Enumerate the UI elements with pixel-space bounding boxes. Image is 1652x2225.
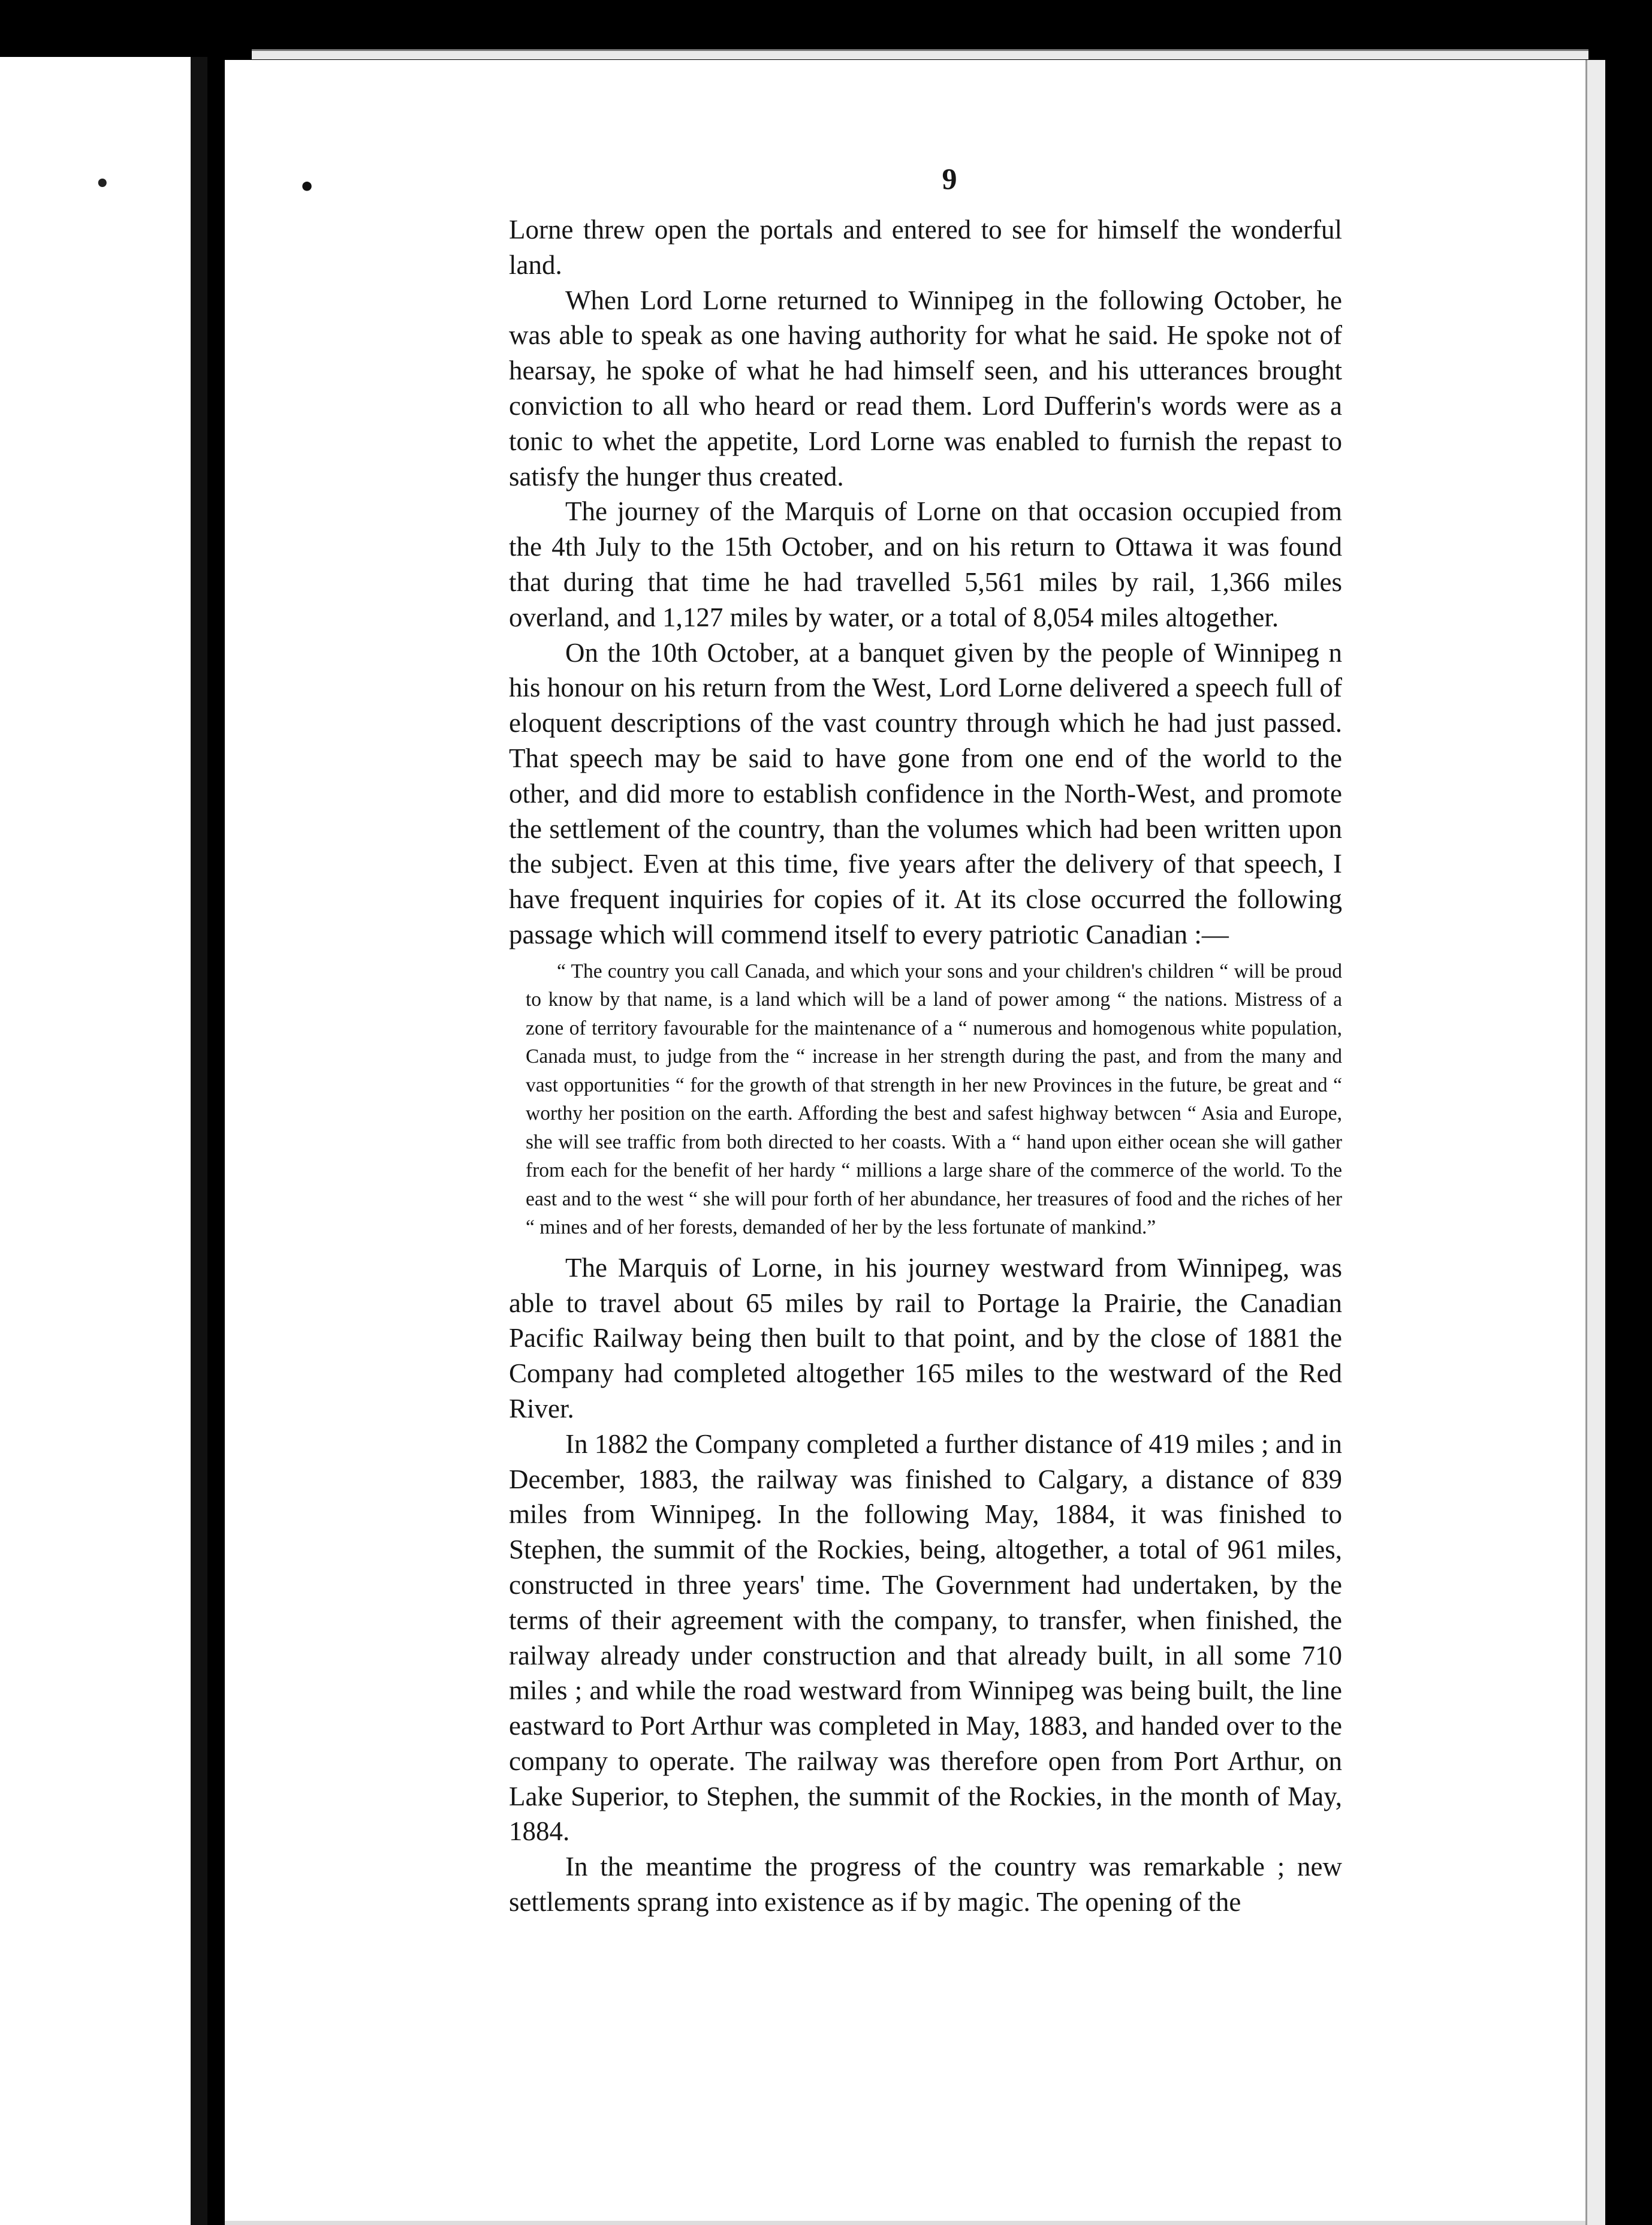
page-gutter [191, 57, 207, 2225]
paragraph-continuation: Lorne threw open the portals and entered to see for himself the wonderful land. [509, 215, 1342, 280]
paragraph-lorne-return: When Lord Lorne returned to Winnipeg in the following October, he was able to speak as one having authority for what he said. He spoke not of hearsay, he spoke of what he had himself seen, and his utterances brought conviction to all who heard or read them. Lord Dufferin's words were as a tonic to whet the appetite, Lord Lorne was enabled to furnish the repast to satisfy the hunger thus created. [509, 285, 1342, 492]
ink-speck: • [95, 170, 110, 198]
paragraph-progress: In the meantime the progress of the country was remarkable ; new settlements sprang into existence as if by magic. The opening of the [509, 1852, 1342, 1918]
facing-page-strip [0, 57, 191, 2225]
page-text-column [509, 161, 1342, 1920]
speech-quotation: “ The country you call Canada, and which your sons and your children's children “ will be proud to know by that name, is a land which will be a land of power among “ the nations. Mistress of a zone of territory favourable for the maintenance of a “ numerous and homogenous white population, Canada must, to judge from the “ increase in her strength during the past, and from the many and vast opportunities “ for the growth of that strength in her new Provinces in the future, be great and “ worthy her position on the earth. Affording the best and safest highway betwcen “ Asia and Europe, she will see traffic from both directed to her coasts. With a “ hand upon either ocean she will gather from each for the benefit of her hardy “ millions a large share of the commerce of the world. To the east and to the west “ she will pour forth of her abundance, her treasures of food and the riches of her “ mines and of her forests, demanded of her by the less fortunate of mankind.” [526, 960, 1342, 1239]
page-right-edge [1585, 60, 1605, 2225]
paragraph-westward-journey: The Marquis of Lorne, in his journey westward from Winnipeg, was able to travel about 65 miles by rail to Portage la Prairie, the Canadian Pacific Railway being then built to that point, and by the close of 1881 the Company had completed altogether 165 miles to the westward of the Red River. [509, 1252, 1342, 1424]
paragraph-railway-construction: In 1882 the Company completed a further distance of 419 miles ; and in December, 1883, the railway was finished to Calgary, a distance of 839 miles from Winnipeg. In the following May, 1884, it was finished to Stephen, the summit of the Rockies, being, altogether, a total of 961 miles, constructed in three years' time. The Government had undertaken, by the terms of their agreement with the company, to transfer, when finished, the railway already under construction and that already built, in all some 710 miles ; and while the road westward from Winnipeg was being built, the line eastward to Port Arthur was completed in May, 1883, and handed over to the company to operate. The railway was therefore open from Port Arthur, on Lake Superior, to Stephen, the summit of the Rockies, in the month of May, 1884. [509, 1428, 1342, 1847]
paragraph-banquet-speech: On the 10th October, at a banquet given by the people of Winnipeg n his honour on his return from the West, Lord Lorne delivered a speech full of eloquent descriptions of the vast country through which he had just passed. That speech may be said to have gone from one end of the world to the other, and did more to establish confidence in the North-West, and promote the settlement of the country, than the volumes which had been written upon the subject. Even at this time, five years after the delivery of that speech, I have frequent inquiries for copies of it. At its close occurred the following passage which will commend itself to every patriotic Canadian :— [509, 637, 1342, 949]
page-bottom-edge [225, 2221, 1585, 2225]
page-top-edge [252, 49, 1588, 59]
paragraph-journey-distance: The journey of the Marquis of Lorne on that occasion occupied from the 4th July to the 15th October, and on his return to Ottawa it was found that during that time he had travelled 5,561 miles by rail, 1,366 miles overland, and 1,127 miles by water, or a total of 8,054 miles altogether. [509, 496, 1342, 632]
page-number: 9 [942, 162, 957, 195]
ink-speck: • [299, 172, 316, 203]
